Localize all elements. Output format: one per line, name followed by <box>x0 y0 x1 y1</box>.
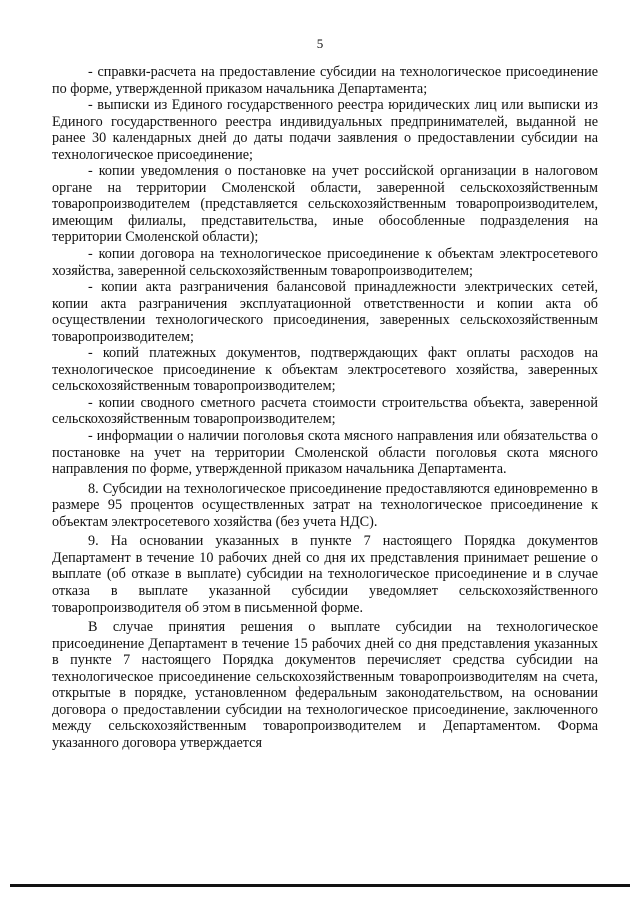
paragraph-payment-documents: - копий платежных документов, подтверждающих факт оплаты расходов на технологическое присоединение к объектам электросетевого хозяйства, заверенных сельскохозяйственным товаропроизводителем; <box>52 345 598 395</box>
bottom-rule <box>10 884 630 887</box>
paragraph-section-9: 9. На основании указанных в пункте 7 настоящего Порядка документов Департамент в течение 10 рабочих дней со дня их представления принимает решение о выплате (об отказе в выплате) субсидии на технологическое присоединение и в случае отказа в выплате указанной субсидии уведомляет сельскохозяйственного товаропроизводителя об этом в письменной форме. <box>52 533 598 616</box>
paragraph-section-8: 8. Субсидии на технологическое присоединение предоставляются единовременно в размере 95 процентов осуществленных затрат на технологическое присоединение к объектам электросетевого хозяйства (без учета НДС). <box>52 480 598 530</box>
paragraph-tax-registration: - копии уведомления о постановке на учет российской организации в налоговом органе на территории Смоленской области, заверенной сельскохозяйственным товаропроизводителем (представляется сельскохозяйственным товаропроизводителем, имеющим филиалы, представительства, иные обособленные подразделения на территории Смоленской области); <box>52 163 598 246</box>
paragraph-cost-estimate: - копии сводного сметного расчета стоимости строительства объекта, заверенной сельскохозяйственным товаропроизводителем; <box>52 394 598 428</box>
paragraph-calc-certificate: - справки-расчета на предоставление субсидии на технологическое присоединение по форме, утвержденной приказом начальника Департамента; <box>52 64 598 97</box>
page-number: 5 <box>316 36 324 51</box>
paragraph-payment-decision: В случае принятия решения о выплате субсидии на технологическое присоединение Департамент в течение 15 рабочих дней со дня представления указанных в пункте 7 настоящего Порядка документов перечисляет средства субсидии на технологическое присоединение сельскохозяйственным товаропроизводителям на счета, открытые в порядке, установленном федеральным законодательством, на основании договора о предоставлении субсидии на технологическое присоединение, заключенного между сельскохозяйственным товаропроизводителем и Департаментом. Форма указанного договора утверждается <box>52 619 598 751</box>
document-body <box>52 64 598 751</box>
paragraph-livestock-info: - информации о наличии поголовья скота мясного направления или обязательства о постановке на учет на территории Смоленской области поголовья скота мясного направления по форме, утвержденной приказом начальника Департамента. <box>52 428 598 478</box>
paragraph-connection-contract: - копии договора на технологическое присоединение к объектам электросетевого хозяйства, заверенной сельскохозяйственным товаропроизводителем; <box>52 246 598 279</box>
paragraph-demarcation-acts: - копии акта разграничения балансовой принадлежности электрических сетей, копии акта разграничения эксплуатационной ответственности и копии акта об осуществлении технологического присоединения, заверенных сельскохозяйственным товаропроизводителем; <box>52 279 598 345</box>
paragraph-legal-entities-extract: - выписки из Единого государственного реестра юридических лиц или выписки из Единого государственного реестра индивидуальных предпринимателей, выданной не ранее 30 календарных дней до даты подачи заявления о предоставлении субсидии на технологическое присоединение; <box>52 97 598 163</box>
